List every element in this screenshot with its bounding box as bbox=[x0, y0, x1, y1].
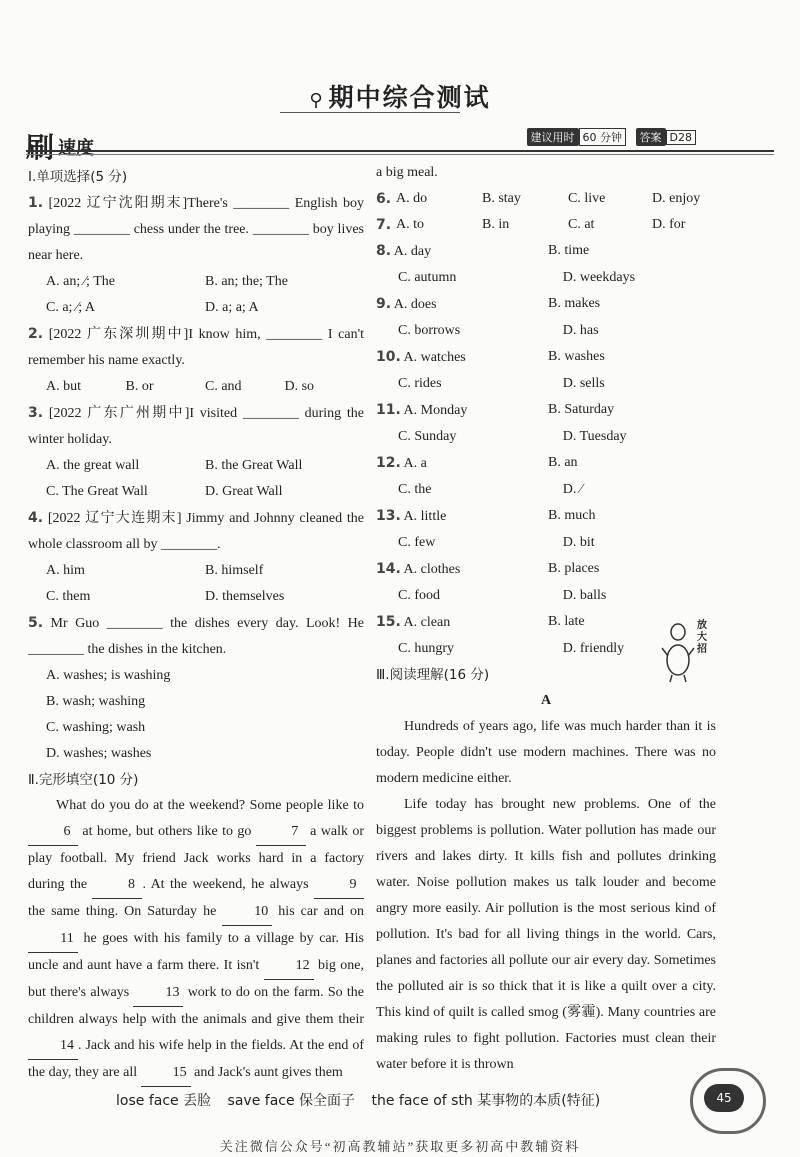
option-row: C. food D. balls bbox=[398, 588, 607, 603]
cloze-text: big one, but there's always bbox=[28, 958, 364, 1000]
time-value: 60 分钟 bbox=[579, 128, 627, 146]
option-row: 8. A. day B. time bbox=[376, 243, 590, 259]
section-heading: Ⅲ.阅读理解(16 分) bbox=[376, 667, 490, 683]
option-row: 10. A. watches B. washes bbox=[376, 349, 605, 365]
option-row: 14. A. clothes B. places bbox=[376, 561, 600, 577]
passage-paragraph: Life today has brought new problems. One of the biggest problems is pollution. Water pollution has made our rivers and lakes dirty. It kills fish and pollutes drinking water. Noise pollution makes us talk louder and become angry more easily. Air pollution is the most serious kind of pollution. It's bad for all living things in the world. Cars, planes and factories all pollute our air every day. Sometimes the polluted air is so thick that it is like a quilt over a city. This kind of quilt is called smog (雾霾). Many countries are making rules to fight pollution. Factories must clean their water before it is thrown bbox=[376, 797, 716, 1072]
option-row: 6. A. do B. stay C. live D. enjoy bbox=[376, 191, 701, 207]
question-1: 1. [2022 辽宁沈阳期末]There's ________ English boy playing ________ chess under the tree. ________ boy lives near here. bbox=[28, 195, 365, 263]
answer-label: 答案 bbox=[636, 128, 666, 146]
cloze-text: . At the weekend, he always bbox=[142, 877, 314, 892]
divider bbox=[26, 150, 774, 152]
option-row: C. few D. bit bbox=[398, 535, 595, 550]
option-5a: A. washes; is washing bbox=[46, 668, 171, 683]
question-4: 4. [2022 辽宁大连期末] Jimmy and Johnny cleaned the whole classroom all by ________. bbox=[28, 510, 365, 552]
cloze-blank: 15 bbox=[141, 1060, 191, 1087]
cloze-blank: 8 bbox=[92, 872, 142, 899]
cloze-text: the same thing. On Saturday he bbox=[28, 904, 223, 919]
option-row: C. Sunday D. Tuesday bbox=[398, 429, 627, 444]
footer-phrases: lose face 丢脸 save face 保全面子 the face of sth 某事物的本质(特征) bbox=[116, 1093, 601, 1109]
page-number: 45 bbox=[704, 1084, 744, 1112]
section-heading: Ⅱ.完形填空(10 分) bbox=[28, 772, 139, 788]
cloze-blank: 7 bbox=[256, 819, 306, 846]
options-3b: C. The Great Wall D. Great Wall bbox=[46, 484, 283, 499]
cloze-continuation: a big meal. bbox=[376, 165, 438, 180]
question-3: 3. [2022 广东广州期中]I visited ________ during the winter holiday. bbox=[28, 405, 364, 447]
cloze-text: work to do on the farm. So the children always help with the animals and give them their bbox=[28, 985, 364, 1027]
cloze-text: . Jack and his wife help in the fields. At the end of the day, they are all bbox=[28, 1038, 364, 1080]
section-heading: Ⅰ.单项选择(5 分) bbox=[28, 169, 128, 185]
cloze-blank: 10 bbox=[222, 899, 272, 926]
option-5b: B. wash; washing bbox=[46, 694, 146, 709]
cloze-blank: 11 bbox=[28, 926, 78, 953]
passage-label: A bbox=[540, 693, 552, 708]
option-5d: D. washes; washes bbox=[46, 746, 152, 761]
options-1b: C. a; ∕; A D. a; a; A bbox=[46, 300, 259, 315]
brush-label: 刷 bbox=[26, 131, 55, 164]
option-row: C. autumn D. weekdays bbox=[398, 270, 636, 285]
option-row: C. the D. ∕ bbox=[398, 482, 583, 497]
cloze-text: his car and on bbox=[272, 904, 364, 919]
divider bbox=[26, 154, 774, 155]
question-2: 2. [2022 广东深圳期中]I know him, ________ I can't remember his name exactly. bbox=[28, 326, 364, 368]
cloze-blank: 6 bbox=[28, 819, 78, 846]
time-label: 建议用时 bbox=[527, 128, 579, 146]
header-tags bbox=[527, 128, 702, 146]
option-list bbox=[376, 238, 716, 662]
passage-paragraph: Hundreds of years ago, life was much harder than it is today. People didn't use modern machines. There was no modern medicine either. bbox=[376, 719, 716, 786]
speed-label: 速度 bbox=[58, 138, 94, 159]
option-row: 7. A. to B. in C. at D. for bbox=[376, 217, 686, 233]
mascot-icon bbox=[660, 618, 696, 684]
cloze-blank: 14 bbox=[28, 1033, 78, 1060]
option-row: 15. A. clean B. late bbox=[376, 614, 585, 630]
question-5: 5. Mr Guo ________ the dishes every day. Look! He ________ the dishes in the kitchen. bbox=[28, 615, 364, 657]
option-row: C. hungry D. friendly bbox=[398, 641, 625, 656]
cloze-text: at home, but others like to go bbox=[78, 824, 256, 839]
mascot-label: 放大招 bbox=[697, 620, 707, 655]
cloze-blank: 13 bbox=[133, 980, 183, 1007]
cloze-blank: 9 bbox=[314, 872, 364, 899]
options-4: A. him B. himself bbox=[46, 563, 264, 578]
answer-value: D28 bbox=[666, 130, 696, 145]
left-column bbox=[28, 164, 364, 1087]
bottom-note: 关注微信公众号“初高教辅站”获取更多初高中教辅资料 bbox=[219, 1139, 581, 1154]
cloze-text: What do you do at the weekend? Some people like to bbox=[56, 798, 364, 813]
options-4b: C. them D. themselves bbox=[46, 589, 285, 604]
option-row: 12. A. a B. an bbox=[376, 455, 578, 471]
option-row: 11. A. Monday B. Saturday bbox=[376, 402, 615, 418]
option-5c: C. washing; wash bbox=[46, 720, 146, 735]
cloze-passage bbox=[28, 793, 364, 1087]
options-2: A. but B. or C. and D. so bbox=[46, 379, 315, 394]
option-row: 13. A. little B. much bbox=[376, 508, 596, 524]
option-row: C. rides D. sells bbox=[398, 376, 605, 391]
page-title: ⚲ 期中综合测试 bbox=[309, 83, 491, 112]
options-1: A. an; ∕; The B. an; the; The bbox=[46, 274, 288, 289]
cloze-text: a walk or play football. My friend Jack works hard in a factory during the bbox=[28, 824, 365, 892]
pin-icon: ⚲ bbox=[309, 90, 325, 111]
option-row: C. borrows D. has bbox=[398, 323, 599, 338]
cloze-text: and Jack's aunt gives them bbox=[190, 1065, 343, 1080]
cloze-text: he goes with his family to a village by car. His uncle and aunt have a farm there. It isn't bbox=[28, 931, 364, 973]
title-underline bbox=[280, 112, 460, 113]
options-3: A. the great wall B. the Great Wall bbox=[46, 458, 303, 473]
cloze-blank: 12 bbox=[264, 953, 314, 980]
option-row: 9. A. does B. makes bbox=[376, 296, 601, 312]
